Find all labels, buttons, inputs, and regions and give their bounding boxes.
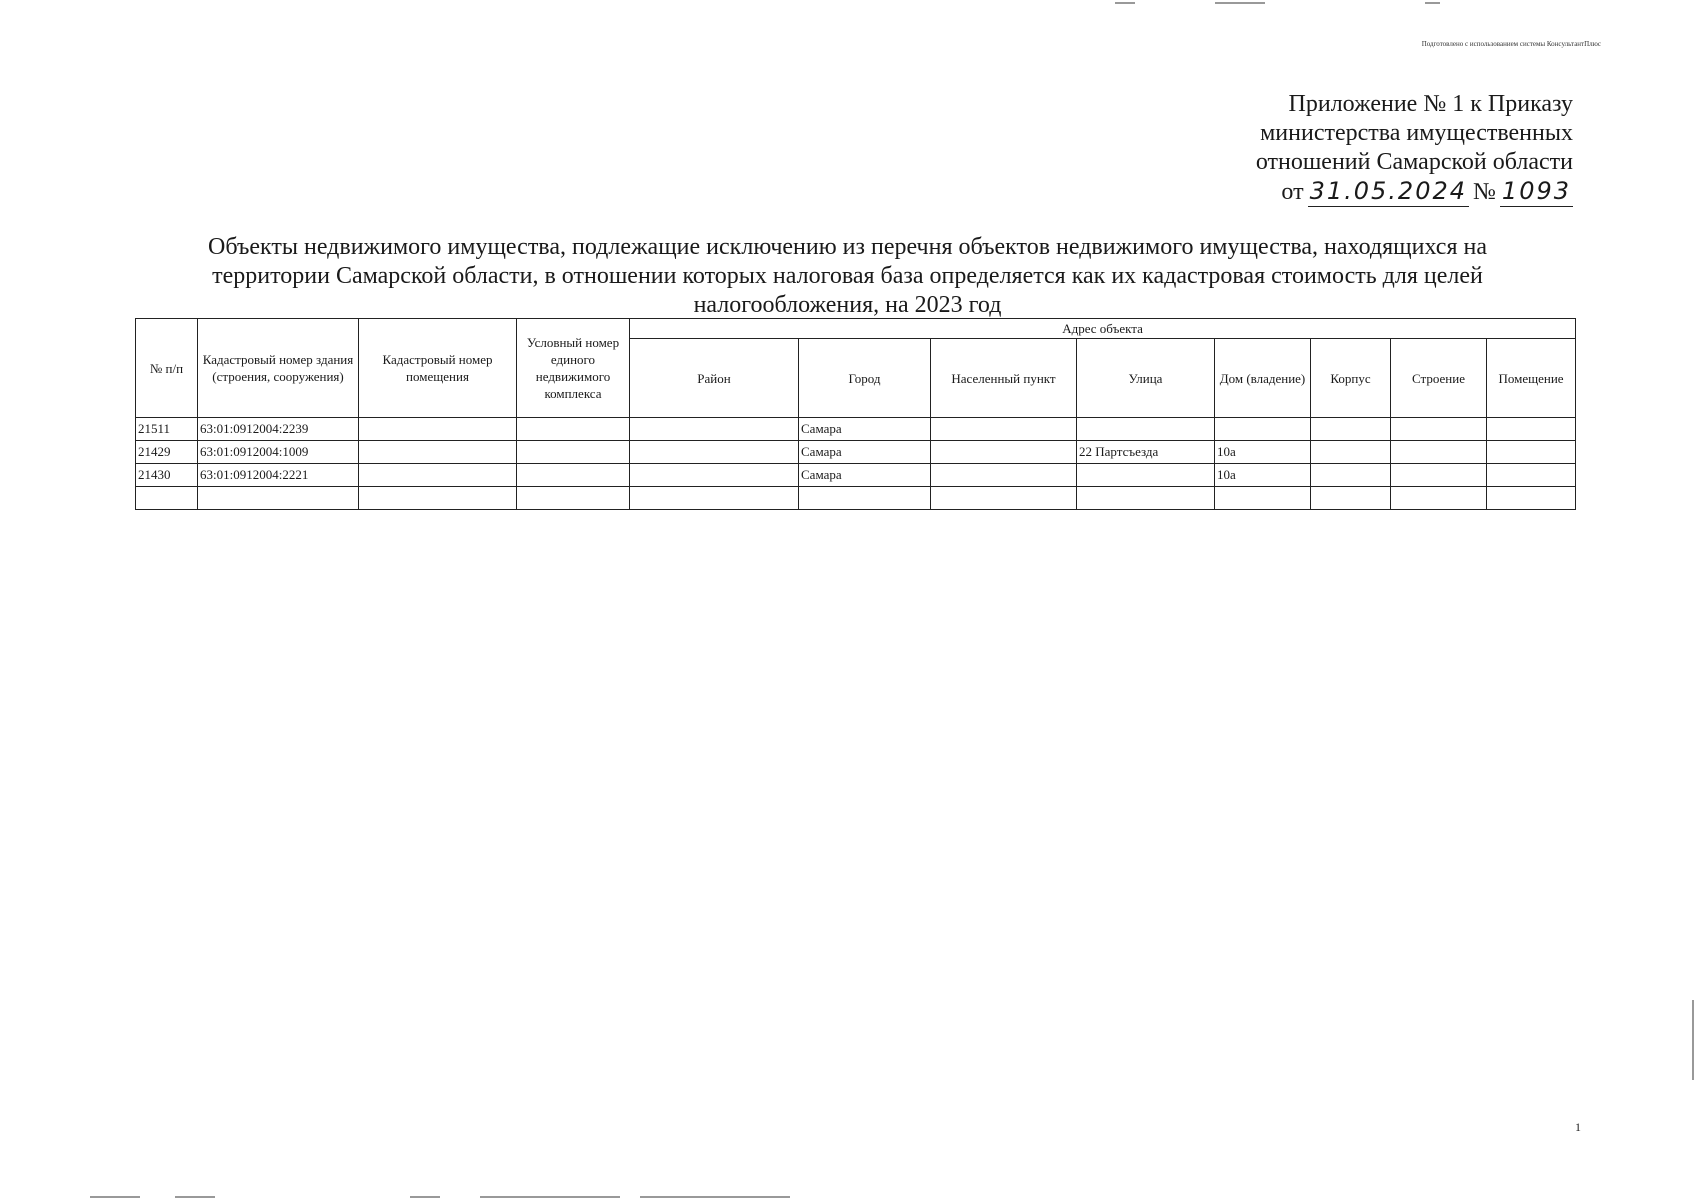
table-row bbox=[136, 487, 1576, 510]
cell-house: 10а bbox=[1215, 441, 1311, 464]
cell-num: 21511 bbox=[136, 418, 198, 441]
cell-building: 63:01:0912004:2239 bbox=[198, 418, 359, 441]
table-row bbox=[136, 441, 1576, 464]
cell-pomeshenie bbox=[1487, 464, 1576, 487]
scan-artifact bbox=[1115, 2, 1135, 4]
cell-locality bbox=[931, 464, 1077, 487]
cell-korpus bbox=[1311, 418, 1391, 441]
header-house: Дом (владение) bbox=[1215, 339, 1311, 418]
header-stroenie: Строение bbox=[1391, 339, 1487, 418]
title-line: территории Самарской области, в отношении которых налоговая база определяется как их кадастровая стоимость для целей bbox=[212, 263, 1483, 289]
scan-artifact bbox=[175, 1196, 215, 1198]
appendix-line: министерства имущественных bbox=[1260, 120, 1573, 146]
cell-room bbox=[359, 487, 517, 510]
cell-pomeshenie bbox=[1487, 487, 1576, 510]
cell-num: 21429 bbox=[136, 441, 198, 464]
cell-num: 21430 bbox=[136, 464, 198, 487]
header-korpus: Корпус bbox=[1311, 339, 1391, 418]
cell-stroenie bbox=[1391, 464, 1487, 487]
cell-building: 63:01:0912004:1009 bbox=[198, 441, 359, 464]
objects-table-wrap bbox=[135, 318, 1575, 510]
header-city: Город bbox=[799, 339, 931, 418]
cell-house bbox=[1215, 418, 1311, 441]
header-complex: Условный номер единого недвижимого комплекса bbox=[517, 319, 630, 418]
cell-korpus bbox=[1311, 441, 1391, 464]
header-district: Район bbox=[630, 339, 799, 418]
cell-house: 10а bbox=[1215, 464, 1311, 487]
cell-district bbox=[630, 418, 799, 441]
cell-building bbox=[198, 487, 359, 510]
cell-district bbox=[630, 441, 799, 464]
order-date-number bbox=[1256, 177, 1573, 207]
order-number: 1093 bbox=[1501, 177, 1571, 205]
cell-korpus bbox=[1311, 464, 1391, 487]
scan-artifact bbox=[1692, 1000, 1694, 1080]
appendix-line: Приложение № 1 к Приказу bbox=[1288, 91, 1573, 117]
cell-district bbox=[630, 464, 799, 487]
prepared-note: Подготовлено с использованием системы КонсультантПлюс bbox=[1421, 40, 1601, 48]
cell-stroenie bbox=[1391, 441, 1487, 464]
cell-district bbox=[630, 487, 799, 510]
title-line: Объекты недвижимого имущества, подлежащие исключению из перечня объектов недвижимого имущества, находящихся на bbox=[208, 234, 1487, 260]
cell-complex bbox=[517, 464, 630, 487]
objects-table bbox=[135, 318, 1576, 510]
title-line: налогообложения, на 2023 год bbox=[693, 292, 1002, 318]
cell-pomeshenie bbox=[1487, 441, 1576, 464]
scan-artifact bbox=[90, 1196, 140, 1198]
cell-city: Самара bbox=[799, 441, 931, 464]
cell-street bbox=[1077, 418, 1215, 441]
cell-room bbox=[359, 441, 517, 464]
appendix-line: отношений Самарской области bbox=[1255, 149, 1573, 175]
scan-artifact bbox=[1215, 2, 1265, 4]
header-locality: Населенный пункт bbox=[931, 339, 1077, 418]
header-pomeshenie: Помещение bbox=[1487, 339, 1576, 418]
table-row bbox=[136, 464, 1576, 487]
from-label: от bbox=[1281, 179, 1304, 205]
document-title bbox=[0, 233, 1695, 320]
cell-house bbox=[1215, 487, 1311, 510]
cell-locality bbox=[931, 441, 1077, 464]
cell-korpus bbox=[1311, 487, 1391, 510]
cell-pomeshenie bbox=[1487, 418, 1576, 441]
number-label: № bbox=[1473, 179, 1496, 205]
table-row bbox=[136, 418, 1576, 441]
cell-room bbox=[359, 418, 517, 441]
order-date: 31.05.2024 bbox=[1309, 177, 1468, 205]
appendix-block bbox=[1256, 90, 1573, 207]
cell-complex bbox=[517, 418, 630, 441]
header-room: Кадастровый номер помещения bbox=[359, 319, 517, 418]
cell-num bbox=[136, 487, 198, 510]
header-num: № п/п bbox=[136, 319, 198, 418]
scan-artifact bbox=[640, 1196, 790, 1198]
cell-complex bbox=[517, 487, 630, 510]
scan-artifact bbox=[410, 1196, 440, 1198]
cell-stroenie bbox=[1391, 487, 1487, 510]
header-building: Кадастровый номер здания (строения, сооружения) bbox=[198, 319, 359, 418]
cell-complex bbox=[517, 441, 630, 464]
cell-stroenie bbox=[1391, 418, 1487, 441]
cell-building: 63:01:0912004:2221 bbox=[198, 464, 359, 487]
cell-locality bbox=[931, 487, 1077, 510]
cell-city bbox=[799, 487, 931, 510]
cell-street: 22 Партсъезда bbox=[1077, 441, 1215, 464]
header-address-group: Адрес объекта bbox=[630, 319, 1576, 339]
scan-artifact bbox=[1425, 2, 1440, 4]
cell-street bbox=[1077, 464, 1215, 487]
cell-street bbox=[1077, 487, 1215, 510]
cell-room bbox=[359, 464, 517, 487]
header-street: Улица bbox=[1077, 339, 1215, 418]
cell-locality bbox=[931, 418, 1077, 441]
cell-city: Самара bbox=[799, 464, 931, 487]
page-number: 1 bbox=[1575, 1120, 1581, 1134]
scan-artifact bbox=[480, 1196, 620, 1198]
cell-city: Самара bbox=[799, 418, 931, 441]
